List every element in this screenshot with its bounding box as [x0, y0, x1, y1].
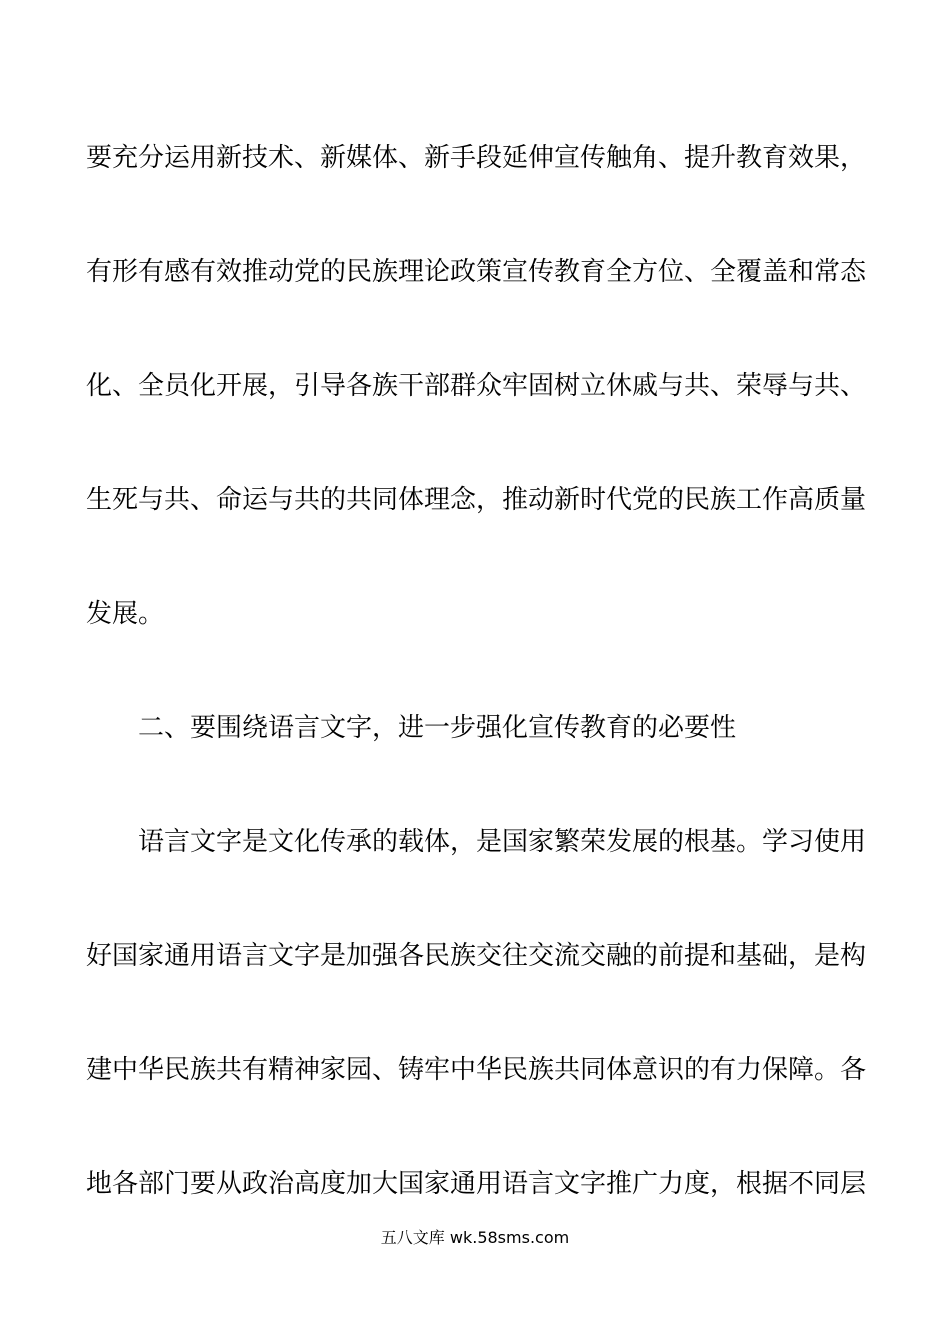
paragraph-line: 好国家通用语言文字是加强各民族交往交流交融的前提和基础，是构: [86, 941, 866, 971]
footer-watermark: 五八文库 wk.58sms.com: [380, 1228, 570, 1247]
paragraph-line: 建中华民族共有精神家园、铸牢中华民族共同体意识的有力保障。各: [86, 1055, 866, 1085]
paragraph-line: 要充分运用新技术、新媒体、新手段延伸宣传触角、提升教育效果，: [86, 143, 866, 173]
paragraph-line: 语言文字是文化传承的载体，是国家繁荣发展的根基。学习使用: [138, 827, 866, 857]
paragraph-line: 地各部门要从政治高度加大国家通用语言文字推广力度，根据不同层: [86, 1169, 866, 1199]
section-heading: 二、要围绕语言文字，进一步强化宣传教育的必要性: [138, 713, 737, 743]
paragraph-line: 发展。: [86, 599, 165, 629]
paragraph-line: 有形有感有效推动党的民族理论政策宣传教育全方位、全覆盖和常态: [86, 257, 866, 287]
paragraph-line: 生死与共、命运与共的共同体理念，推动新时代党的民族工作高质量: [86, 485, 866, 515]
paragraph-line: 化、全员化开展，引导各族干部群众牢固树立休戚与共、荣辱与共、: [86, 371, 866, 401]
